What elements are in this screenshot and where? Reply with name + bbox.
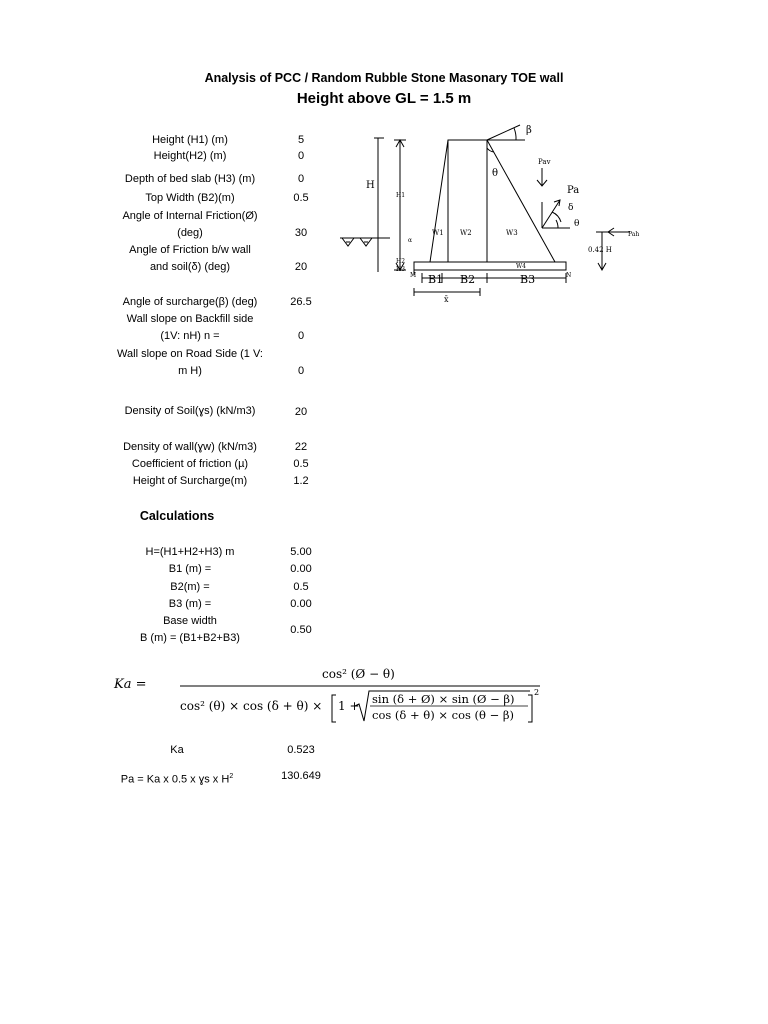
- input-value: 0: [297, 173, 305, 185]
- input-label: Height (H1) (m): [152, 134, 228, 146]
- label-theta-right: θ: [574, 219, 580, 229]
- input-label: Angle of Friction b/w wall: [129, 244, 251, 256]
- input-value: 20: [294, 261, 308, 273]
- input-label: Height of Surcharge(m): [132, 475, 248, 487]
- formula-one-plus: 1 +: [338, 699, 360, 713]
- calc-value: 0.00: [290, 563, 312, 575]
- page-title: Analysis of PCC / Random Rubble Stone Masonary TOE wall: [204, 71, 564, 85]
- label-b1: B1: [428, 273, 444, 286]
- label-w3: W3: [506, 229, 518, 237]
- label-h2: H2: [396, 258, 406, 265]
- input-label: Density of Soil(ɣs) (kN/m3): [124, 405, 256, 417]
- calc-label: H=(H1+H2+H3) m: [145, 546, 235, 558]
- left-bracket: [332, 695, 336, 722]
- pa-label-text: Pa = Ka x 0.5 x ɣs x H: [120, 773, 230, 786]
- retaining-wall-diagram: [330, 120, 650, 320]
- ka-value: 0.523: [287, 744, 315, 756]
- input-value: 5: [297, 134, 305, 146]
- label-h: H: [366, 180, 375, 191]
- calc-label: Base width: [163, 615, 217, 627]
- input-value: 0.5: [293, 192, 309, 204]
- sqrt-numerator: sin (δ + Ø) × sin (Ø − β): [372, 692, 515, 706]
- input-label: m H): [178, 365, 202, 377]
- formula-power: 2: [534, 688, 540, 697]
- pa-label-sup: 2: [229, 773, 234, 780]
- calc-label: B (m) = (B1+B2+B3): [140, 632, 240, 644]
- base-slab: [414, 262, 566, 270]
- label-delta: δ: [568, 203, 574, 213]
- calc-label: B1 (m) =: [168, 563, 212, 575]
- formula-den-left: cos² (θ) × cos (δ + θ) ×: [180, 699, 323, 713]
- input-value: 20: [294, 406, 308, 418]
- formula-numerator: cos² (Ø − θ): [322, 667, 395, 681]
- input-label: (1V: nH) n =: [160, 330, 220, 342]
- label-alpha: α: [408, 237, 413, 244]
- input-label: Height(H2) (m): [153, 150, 227, 162]
- input-label: Wall slope on Backfill side: [126, 313, 254, 325]
- input-label: Density of wall(ɣw) (kN/m3): [123, 441, 257, 453]
- input-value: 30: [294, 227, 308, 239]
- input-value: 0: [297, 330, 305, 342]
- theta-arc-right: [556, 220, 558, 228]
- ground-hatch-1: [342, 238, 354, 246]
- page-subtitle: Height above GL = 1.5 m: [296, 90, 472, 107]
- right-bracket: [528, 695, 532, 722]
- label-xbar: x̄: [444, 295, 449, 304]
- input-value: 0: [297, 365, 305, 377]
- label-w4: W4: [516, 263, 526, 270]
- ka-label: Ka: [170, 744, 184, 756]
- label-w2: W2: [460, 229, 472, 237]
- calc-value: 0.50: [290, 624, 312, 636]
- input-label: Coefficient of friction (µ): [131, 458, 249, 470]
- calc-label: B2(m) =: [170, 581, 210, 593]
- formula-lhs: Ka =: [114, 677, 147, 692]
- calc-label: B3 (m) =: [168, 598, 212, 610]
- input-value: 26.5: [290, 296, 312, 308]
- label-n: N: [566, 272, 572, 279]
- input-value: 1.2: [293, 475, 309, 487]
- input-value: 22: [294, 441, 308, 453]
- input-label: Top Width (B2)(m): [145, 192, 235, 204]
- ka-formula: [170, 662, 550, 732]
- wall-outline: [430, 140, 555, 262]
- input-label: and soil(δ) (deg): [149, 261, 231, 273]
- label-h3: H3: [396, 266, 406, 273]
- ground-hatch-2: [360, 238, 372, 246]
- label-h1: H1: [396, 192, 406, 199]
- calculations-heading: Calculations: [139, 509, 215, 523]
- sqrt-denominator: cos (δ + θ) × cos (θ − β): [372, 708, 515, 722]
- input-value: 0.5: [293, 458, 309, 470]
- label-b3: B3: [520, 273, 536, 286]
- label-m: M: [410, 272, 417, 279]
- input-label: Angle of surcharge(β) (deg): [122, 296, 258, 308]
- input-label: (deg): [177, 227, 203, 239]
- pa-label: [82, 768, 272, 789]
- label-pav: Pav: [538, 158, 551, 166]
- calc-value: 0.00: [290, 598, 312, 610]
- input-label: Depth of bed slab (H3) (m): [124, 173, 256, 185]
- label-pah: Pah: [628, 231, 640, 238]
- label-w1: W1: [432, 229, 444, 237]
- calc-value: 5.00: [290, 546, 312, 558]
- label-pa: Pa: [567, 185, 580, 196]
- input-value: 0: [297, 150, 305, 162]
- input-label: Wall slope on Road Side (1 V:: [117, 348, 263, 360]
- label-theta-top: θ: [492, 168, 499, 179]
- input-label: Angle of Internal Friction(Ø): [122, 210, 258, 222]
- pa-value: 130.649: [281, 770, 321, 782]
- calc-value: 0.5: [293, 581, 309, 593]
- beta-arc: [514, 128, 516, 140]
- label-042h: 0.42 H: [588, 246, 612, 254]
- label-b2: B2: [460, 273, 476, 286]
- label-beta: β: [526, 125, 532, 136]
